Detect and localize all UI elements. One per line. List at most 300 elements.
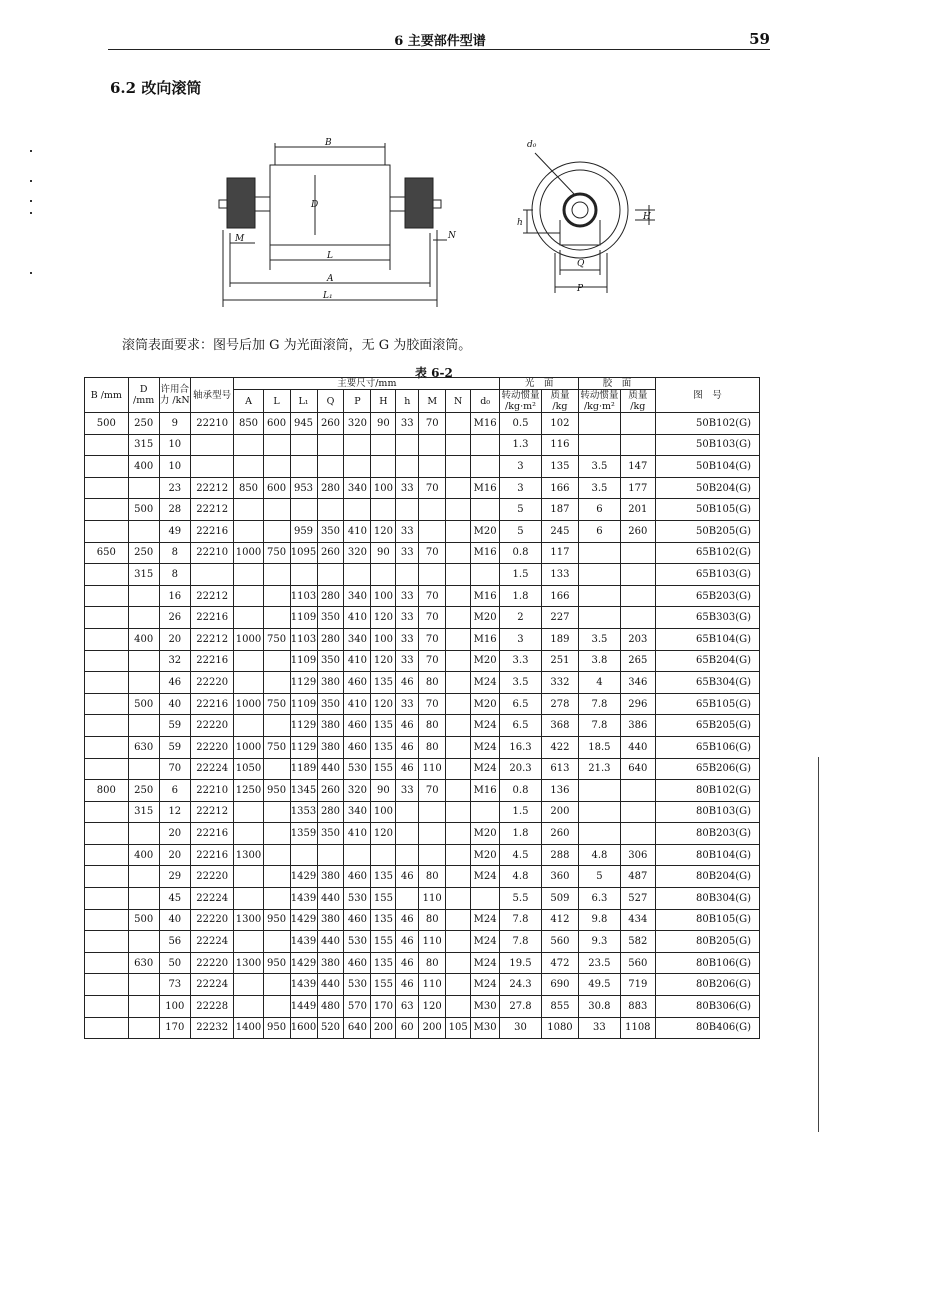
table-cell (344, 434, 371, 456)
table-cell (128, 650, 159, 672)
table-cell (128, 866, 159, 888)
table-cell: 380 (317, 866, 344, 888)
table-cell: 60 (396, 1017, 419, 1039)
table-cell: 22216 (190, 844, 234, 866)
table-cell: 460 (344, 866, 371, 888)
table-cell (620, 564, 655, 586)
table-cell: 460 (344, 952, 371, 974)
table-cell: 50B205(G) (655, 520, 759, 542)
table-cell (85, 434, 129, 456)
pulley-drawing (215, 135, 655, 320)
table-cell: 1359 (290, 823, 317, 845)
table-cell: 8 (159, 542, 190, 564)
table-cell: 110 (419, 758, 446, 780)
table-cell: 1429 (290, 909, 317, 931)
table-cell: 22232 (190, 1017, 234, 1039)
table-cell: 80 (419, 866, 446, 888)
bearing-left (227, 178, 255, 228)
table-cell: 296 (620, 693, 655, 715)
table-cell: 6.5 (500, 715, 542, 737)
table-cell (371, 844, 396, 866)
table-cell (620, 542, 655, 564)
table-cell: M24 (471, 952, 500, 974)
table-cell: 509 (541, 888, 578, 910)
table-cell: 5 (500, 499, 542, 521)
table-cell: 3.3 (500, 650, 542, 672)
table-cell (190, 434, 234, 456)
table-cell: 70 (419, 780, 446, 802)
table-cell (290, 499, 317, 521)
table-cell: M20 (471, 520, 500, 542)
head-bearing: 轴承型号 (190, 378, 234, 413)
table-cell: 65B106(G) (655, 736, 759, 758)
table-cell: 0.8 (500, 542, 542, 564)
table-cell: 65B205(G) (655, 715, 759, 737)
table-cell: 105 (446, 1017, 471, 1039)
table-cell: 136 (541, 780, 578, 802)
dim-label-A: A (327, 274, 334, 284)
table-cell: 117 (541, 542, 578, 564)
table-cell: 750 (263, 736, 290, 758)
table-cell (446, 693, 471, 715)
table-cell: 70 (159, 758, 190, 780)
table-cell: 340 (344, 801, 371, 823)
table-cell (85, 456, 129, 478)
table-cell: 350 (317, 823, 344, 845)
table-cell (234, 564, 263, 586)
pulley-end-inner (540, 170, 620, 250)
table-cell (471, 888, 500, 910)
table-cell: 472 (541, 952, 578, 974)
table-cell: 33 (396, 607, 419, 629)
table-cell: 200 (419, 1017, 446, 1039)
table-cell: 80B104(G) (655, 844, 759, 866)
table-cell: 65B204(G) (655, 650, 759, 672)
table-cell (371, 564, 396, 586)
table-cell (263, 931, 290, 953)
table-cell (446, 542, 471, 564)
head-inertia-rubber: 转动惯量 /kg·m² (580, 390, 619, 412)
table-cell: 500 (128, 693, 159, 715)
table-cell: 46 (396, 952, 419, 974)
margin-mark (30, 200, 32, 202)
table-cell: 59 (159, 736, 190, 758)
table-cell: 22228 (190, 996, 234, 1018)
table-cell: 570 (344, 996, 371, 1018)
table-cell (190, 564, 234, 586)
table-cell (128, 758, 159, 780)
table-cell: 1108 (620, 1017, 655, 1039)
table-row (85, 952, 760, 974)
table-cell (446, 931, 471, 953)
table-cell (446, 758, 471, 780)
surface-note: 滚筒表面要求：图号后加 G 为光面滚筒，无 G 为胶面滚筒。 (122, 338, 472, 353)
table-cell: M24 (471, 736, 500, 758)
table-cell: 855 (541, 996, 578, 1018)
dim-label-H: H (643, 212, 651, 222)
table-cell (85, 844, 129, 866)
table-cell: 80B306(G) (655, 996, 759, 1018)
table-cell: 527 (620, 888, 655, 910)
table-cell: 560 (620, 952, 655, 974)
table-cell (579, 434, 621, 456)
shaft-end-left (219, 200, 227, 208)
table-cell: 135 (541, 456, 578, 478)
table-cell: 250 (128, 413, 159, 435)
table-cell: 80B103(G) (655, 801, 759, 823)
table-cell: 1000 (234, 542, 263, 564)
table-cell (446, 888, 471, 910)
table-cell: 6 (579, 499, 621, 521)
table-cell: 26 (159, 607, 190, 629)
table-cell (419, 801, 446, 823)
table-cell (620, 780, 655, 802)
table-cell: 46 (396, 672, 419, 694)
table-cell (446, 974, 471, 996)
bearing-seat (560, 220, 600, 245)
table-cell (371, 434, 396, 456)
head-smooth: 光 面 (500, 378, 579, 390)
table-cell: 280 (317, 628, 344, 650)
bearing-right (405, 178, 433, 228)
table-cell (128, 931, 159, 953)
table-cell: 6 (579, 520, 621, 542)
table-cell (85, 672, 129, 694)
table-cell: 600 (263, 477, 290, 499)
table-cell: M16 (471, 585, 500, 607)
table-cell: 30 (500, 1017, 542, 1039)
table-cell: 10 (159, 434, 190, 456)
table-row (85, 477, 760, 499)
table-cell: 22210 (190, 413, 234, 435)
table-cell: 203 (620, 628, 655, 650)
table-cell: 380 (317, 715, 344, 737)
table-row (85, 1017, 760, 1039)
table-cell: 22220 (190, 715, 234, 737)
table-cell: 22216 (190, 693, 234, 715)
table-cell: 73 (159, 974, 190, 996)
table-cell: 80 (419, 909, 446, 931)
table-cell: 120 (371, 520, 396, 542)
table-cell (85, 974, 129, 996)
table-cell (234, 931, 263, 953)
table-cell: 46 (396, 974, 419, 996)
table-cell: 80B204(G) (655, 866, 759, 888)
table-cell (85, 996, 129, 1018)
table-cell: 22216 (190, 823, 234, 845)
table-cell: M24 (471, 931, 500, 953)
table-cell: 1129 (290, 672, 317, 694)
table-cell: 1429 (290, 952, 317, 974)
table-cell (85, 736, 129, 758)
table-cell (396, 456, 419, 478)
table-cell: 280 (317, 477, 344, 499)
table-cell: 950 (263, 780, 290, 802)
table-row (85, 693, 760, 715)
table-cell: 120 (371, 823, 396, 845)
table-cell (419, 823, 446, 845)
table-row (85, 931, 760, 953)
table-cell (471, 456, 500, 478)
table-row (85, 780, 760, 802)
table-cell: 9 (159, 413, 190, 435)
table-cell (579, 823, 621, 845)
table-cell (263, 434, 290, 456)
dim-label-B: B (325, 138, 332, 148)
table-cell (419, 844, 446, 866)
table-cell: 20 (159, 628, 190, 650)
table-cell (128, 974, 159, 996)
table-cell: 65B206(G) (655, 758, 759, 780)
table-cell: 265 (620, 650, 655, 672)
table-cell (263, 715, 290, 737)
table-caption: 表 6-2 (415, 366, 453, 380)
table-cell (579, 780, 621, 802)
table-cell: 80B406(G) (655, 1017, 759, 1039)
table-cell: 65B104(G) (655, 628, 759, 650)
table-cell: 22210 (190, 542, 234, 564)
table-cell: 50B204(G) (655, 477, 759, 499)
table-cell: 250 (128, 780, 159, 802)
table-cell: 360 (541, 866, 578, 888)
dim-label-L: L (327, 251, 333, 261)
table-cell: 70 (419, 628, 446, 650)
table-cell: M24 (471, 758, 500, 780)
table-cell: 110 (419, 974, 446, 996)
table-cell: 480 (317, 996, 344, 1018)
table-cell: 40 (159, 693, 190, 715)
table-cell: 56 (159, 931, 190, 953)
table-cell: 187 (541, 499, 578, 521)
table-cell: 368 (541, 715, 578, 737)
table-cell: 850 (234, 477, 263, 499)
table-cell: M16 (471, 780, 500, 802)
table-cell: 70 (419, 693, 446, 715)
table-cell: 9.8 (579, 909, 621, 931)
table-cell (263, 801, 290, 823)
table-row (85, 456, 760, 478)
head-dim: A (234, 390, 263, 413)
table-row (85, 866, 760, 888)
table-cell: 4 (579, 672, 621, 694)
table-cell: 33 (396, 520, 419, 542)
table-cell: 306 (620, 844, 655, 866)
table-cell: 8 (159, 564, 190, 586)
table-cell: 3 (500, 456, 542, 478)
table-cell (317, 456, 344, 478)
head-force: 许用合力 /kN (159, 378, 190, 413)
table-cell (446, 996, 471, 1018)
spec-table-wrap (84, 377, 760, 1039)
margin-mark (30, 272, 32, 274)
pulley-drum-shape (270, 165, 390, 245)
table-cell: 33 (396, 628, 419, 650)
table-cell: 500 (85, 413, 129, 435)
table-cell: 0.8 (500, 780, 542, 802)
table-cell (446, 823, 471, 845)
table-cell: 201 (620, 499, 655, 521)
table-cell (620, 434, 655, 456)
table-cell: 1.5 (500, 801, 542, 823)
table-cell (396, 801, 419, 823)
table-cell (85, 628, 129, 650)
table-cell: 70 (419, 477, 446, 499)
table-cell: 170 (371, 996, 396, 1018)
table-cell: 1250 (234, 780, 263, 802)
table-cell (85, 499, 129, 521)
table-cell (85, 1017, 129, 1039)
table-cell (234, 801, 263, 823)
table-cell: 33 (396, 477, 419, 499)
table-cell: 3 (500, 477, 542, 499)
table-cell (85, 758, 129, 780)
table-cell: 155 (371, 974, 396, 996)
dim-label-h: h (517, 218, 523, 228)
table-cell: 80 (419, 672, 446, 694)
table-cell (446, 801, 471, 823)
table-cell: 177 (620, 477, 655, 499)
section-title: 6.2 改向滚筒 (110, 79, 202, 97)
table-cell: 46 (396, 866, 419, 888)
table-cell: 640 (344, 1017, 371, 1039)
table-cell: 1109 (290, 693, 317, 715)
table-cell: 315 (128, 434, 159, 456)
table-cell (128, 715, 159, 737)
table-cell: 116 (541, 434, 578, 456)
table-cell: 155 (371, 888, 396, 910)
table-cell (85, 693, 129, 715)
table-row (85, 413, 760, 435)
table-cell: 1300 (234, 844, 263, 866)
head-mass-smooth: 质量 /kg (541, 390, 578, 413)
table-cell (234, 499, 263, 521)
table-cell: 80B205(G) (655, 931, 759, 953)
table-cell: 33 (396, 693, 419, 715)
table-cell: 440 (317, 758, 344, 780)
table-cell: 4.8 (579, 844, 621, 866)
table-cell (234, 650, 263, 672)
table-cell: 460 (344, 909, 371, 931)
table-cell (128, 996, 159, 1018)
table-cell: 80B206(G) (655, 974, 759, 996)
table-cell: 950 (263, 909, 290, 931)
table-cell: M16 (471, 542, 500, 564)
table-cell: 380 (317, 672, 344, 694)
table-cell: 46 (396, 909, 419, 931)
table-cell (85, 909, 129, 931)
table-cell: 3.5 (579, 477, 621, 499)
table-cell: 22212 (190, 585, 234, 607)
table-cell: 400 (128, 456, 159, 478)
table-cell: 650 (85, 542, 129, 564)
table-cell (85, 607, 129, 629)
table-cell (128, 672, 159, 694)
table-cell: 260 (620, 520, 655, 542)
table-cell: 70 (419, 607, 446, 629)
table-cell: 135 (371, 736, 396, 758)
table-cell: 2 (500, 607, 542, 629)
table-cell: 1050 (234, 758, 263, 780)
table-cell: 12 (159, 801, 190, 823)
table-body (85, 413, 760, 1039)
table-cell (234, 520, 263, 542)
table-cell: 29 (159, 866, 190, 888)
table-cell: 1000 (234, 693, 263, 715)
table-cell (85, 801, 129, 823)
table-cell (344, 564, 371, 586)
table-cell (234, 974, 263, 996)
table-cell: 22212 (190, 499, 234, 521)
table-cell: 1.8 (500, 585, 542, 607)
head-dim: Q (317, 390, 344, 413)
table-cell (579, 801, 621, 823)
table-cell (446, 607, 471, 629)
table-cell: 155 (371, 931, 396, 953)
table-cell: 32 (159, 650, 190, 672)
table-cell: 1439 (290, 931, 317, 953)
table-cell (234, 585, 263, 607)
table-cell (85, 888, 129, 910)
table-row (85, 520, 760, 542)
table-row (85, 585, 760, 607)
table-cell (263, 974, 290, 996)
table-cell (263, 672, 290, 694)
table-cell: 280 (317, 801, 344, 823)
table-cell: M24 (471, 909, 500, 931)
table-cell: M16 (471, 628, 500, 650)
table-cell (579, 607, 621, 629)
table-cell: 22210 (190, 780, 234, 802)
table-cell: 133 (541, 564, 578, 586)
table-cell: 49 (159, 520, 190, 542)
table-cell: 640 (620, 758, 655, 780)
table-cell (317, 564, 344, 586)
table-cell: 750 (263, 693, 290, 715)
dim-label-d0: d₀ (527, 140, 537, 150)
table-cell: 600 (263, 413, 290, 435)
table-cell (396, 823, 419, 845)
table-row (85, 801, 760, 823)
table-cell: 27.8 (500, 996, 542, 1018)
table-cell: 46 (159, 672, 190, 694)
table-cell: 147 (620, 456, 655, 478)
table-cell: 23.5 (579, 952, 621, 974)
table-cell (396, 888, 419, 910)
table-cell (263, 650, 290, 672)
table-cell: 690 (541, 974, 578, 996)
table-cell (620, 801, 655, 823)
table-cell (85, 931, 129, 953)
table-cell (263, 607, 290, 629)
table-cell (263, 499, 290, 521)
table-cell: 1095 (290, 542, 317, 564)
table-cell: 4.8 (500, 866, 542, 888)
table-cell: 189 (541, 628, 578, 650)
table-cell: 440 (317, 888, 344, 910)
table-cell: 110 (419, 888, 446, 910)
table-cell: M16 (471, 413, 500, 435)
table-cell (85, 866, 129, 888)
table-cell: 50 (159, 952, 190, 974)
table-cell: 7.8 (579, 715, 621, 737)
table-cell: 6.5 (500, 693, 542, 715)
table-cell (85, 585, 129, 607)
table-cell: 22224 (190, 758, 234, 780)
table-cell: 3.5 (579, 456, 621, 478)
table-cell (234, 715, 263, 737)
table-cell (446, 952, 471, 974)
dim-label-D: D (311, 200, 319, 210)
